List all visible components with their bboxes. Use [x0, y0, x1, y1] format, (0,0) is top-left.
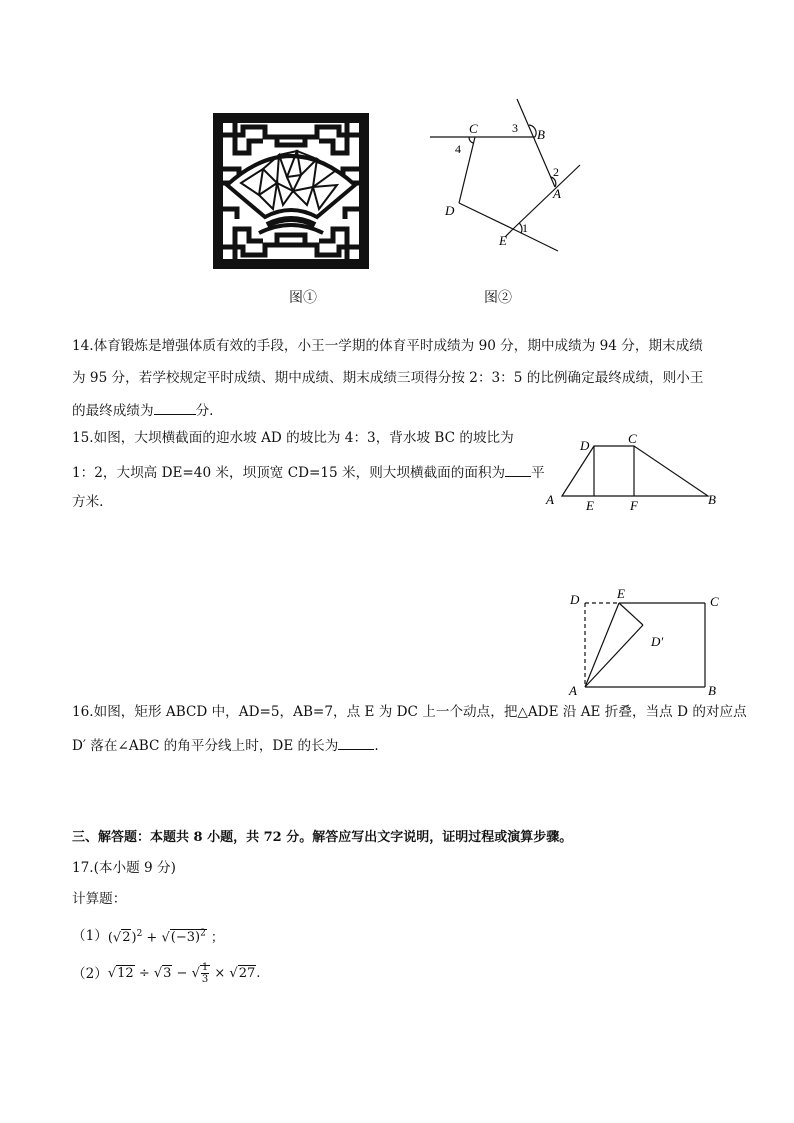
q14-line-3-unit: 分. — [195, 403, 214, 419]
q14-line-3-text: 的最终成绩为 — [72, 403, 154, 419]
q14-line-1: 14.体育锻炼是增强体质有效的手段，小王一学期的体育平时成绩为 90 分，期中成绩为 94 分，期末成绩 — [72, 338, 703, 354]
q14-line-2: 为 95 分，若学校规定平时成绩、期中成绩、期末成绩三项得分按 2：3：5 的比例确定最终成绩，则小王 — [72, 370, 704, 386]
q15-label-C: C — [628, 431, 637, 446]
q15-line-2-text: 1：2，大坝高 DE=40 米，坝顶宽 CD=15 米，则大坝横截面的面积为 — [72, 465, 506, 481]
q16-answer-blank — [338, 735, 374, 750]
q16-label-E: E — [617, 586, 625, 601]
q16-label-A: A — [569, 683, 577, 697]
q16-label-D-prime: D′ — [651, 634, 664, 649]
fig2-label-1: 1 — [522, 221, 528, 235]
figure-2-caption: 图② — [484, 290, 512, 306]
q16-figure-rectangle — [565, 585, 730, 697]
q17-part-2-label: （2） — [72, 965, 108, 982]
fig2-label-2: 2 — [553, 165, 559, 179]
q14-answer-blank — [154, 400, 196, 415]
q15-label-A: A — [546, 492, 554, 507]
q15-label-D: D — [580, 438, 590, 453]
fig2-label-3: 3 — [512, 121, 518, 135]
figure-1-lattice-window — [213, 113, 369, 269]
q17-part-2 — [72, 962, 260, 985]
fig2-label-D: D — [445, 203, 455, 218]
q16-label-C: C — [710, 594, 719, 609]
q15-line-1: 15.如图，大坝横截面的迎水坡 AD 的坡比为 4：3，背水坡 BC 的坡比为 — [72, 430, 514, 446]
fig2-label-A: A — [553, 186, 561, 201]
q17-part-2-expression: √12 ÷ √3 − √ $\frac{1}{3}$ × √27. — [107, 962, 261, 985]
q16-line-2-tail: . — [374, 738, 379, 754]
figure-1-caption: 图① — [289, 290, 317, 306]
q15-line-3: 方米. — [72, 494, 104, 510]
fig2-label-C: C — [469, 121, 478, 136]
q15-figure-dam — [540, 430, 730, 514]
fig2-label-E: E — [499, 233, 507, 248]
fig2-label-4: 4 — [455, 142, 461, 156]
q17-part-1-label: （1） — [72, 928, 108, 945]
q15-line-2-tail: 平 — [531, 465, 545, 481]
q16-label-D: D — [570, 592, 580, 607]
q16-line-1: 16.如图，矩形 ABCD 中，AD=5，AB=7，点 E 为 DC 上一个动点，把△ADE 沿 AE 折叠，当点 D 的对应点 — [72, 704, 747, 720]
q17-prompt: 计算题： — [72, 891, 127, 907]
q17-header: 17.(本小题 9 分) — [72, 860, 176, 876]
section-3-title: 三、解答题：本题共 8 小题，共 72 分。解答应写出文字说明，证明过程或演算步骤。 — [72, 830, 573, 845]
q15-label-F: F — [630, 498, 638, 513]
q14-line-3 — [72, 400, 213, 419]
q15-label-B: B — [708, 492, 716, 507]
q15-line-2 — [72, 462, 545, 481]
q17-part-1-expression: $(√2)^2 + √(-3)^2$ ； — [107, 929, 224, 946]
q15-answer-blank — [505, 462, 531, 477]
fig2-label-B: B — [537, 127, 545, 142]
q16-line-2 — [72, 735, 379, 754]
figure-2-pentagon — [425, 95, 585, 265]
q16-label-B: B — [708, 683, 716, 697]
q17-part-1 — [72, 926, 224, 946]
q15-label-E: E — [586, 498, 594, 513]
q16-line-2-text: D′ 落在∠ABC 的角平分线上时，DE 的长为 — [72, 738, 339, 754]
